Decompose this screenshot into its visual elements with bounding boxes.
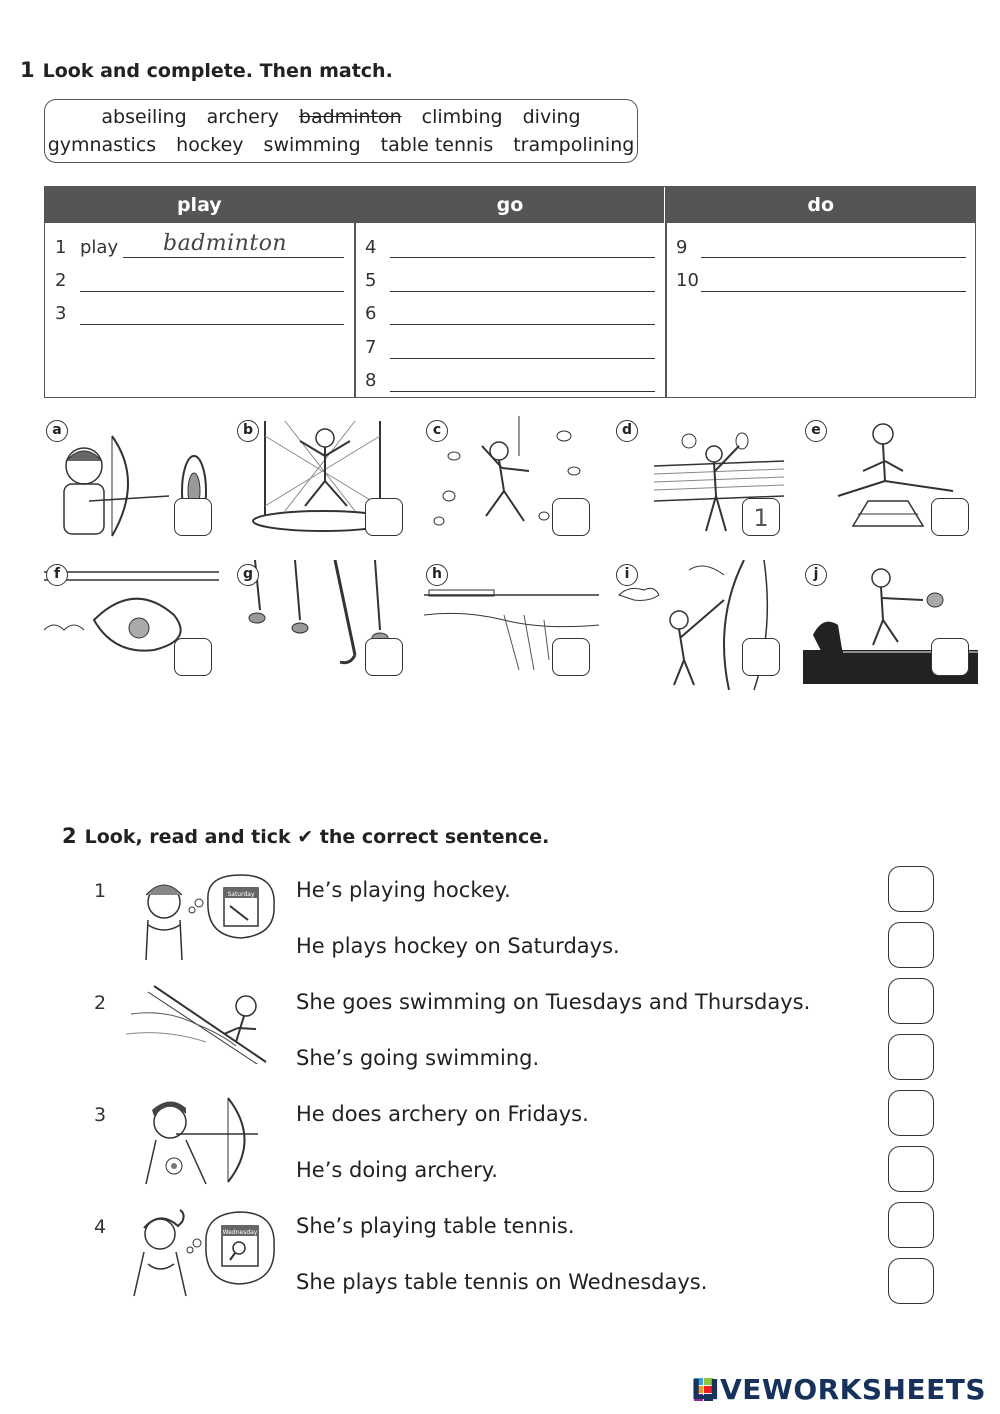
answer-line[interactable] [390, 358, 655, 359]
match-box[interactable] [365, 638, 403, 676]
header-go: go [356, 187, 667, 223]
word-bank-item: hockey [176, 134, 244, 156]
sentence-option: She plays table tennis on Wednesdays. [296, 1270, 708, 1294]
example-prefix: play [80, 237, 119, 258]
item-number: 3 [94, 1104, 107, 1126]
word-bank-item: abseiling [101, 106, 187, 128]
row-number: 6 [365, 303, 377, 324]
answer-line[interactable] [701, 257, 966, 258]
exercise-instruction: Look, read and tick ✔ the correct sentence. [84, 826, 550, 848]
picture-letter: c [426, 420, 448, 442]
calendar-label: Saturday [227, 891, 255, 898]
answer-line[interactable] [80, 291, 344, 292]
picture-letter: d [616, 420, 638, 442]
sentence-option: He’s playing hockey. [296, 878, 511, 902]
exercise-1-heading [20, 58, 393, 82]
example-answer: badminton [163, 231, 288, 256]
item-2-illustration [126, 984, 280, 1064]
word-bank-item: table tennis [380, 134, 494, 156]
picture-letter: e [805, 420, 827, 442]
column-divider [354, 187, 356, 397]
sentence-option: She’s going swimming. [296, 1046, 540, 1070]
word-bank-item: trampolining [513, 134, 635, 156]
picture-letter: g [237, 564, 259, 586]
picture-trampolining [235, 416, 410, 546]
row-number: 1 [55, 237, 67, 258]
verb-table [44, 186, 976, 398]
picture-swimming [44, 560, 219, 690]
word-bank-item: swimming [263, 134, 361, 156]
picture-hockey [235, 560, 410, 690]
exercise-instruction: Look and complete. Then match. [42, 60, 393, 82]
picture-letter: h [426, 564, 448, 586]
item-number: 1 [94, 880, 107, 902]
answer-line[interactable] [390, 391, 655, 392]
picture-letter: a [46, 420, 68, 442]
tick-box[interactable] [888, 922, 934, 968]
sentence-option: She’s playing table tennis. [296, 1214, 575, 1238]
tick-box[interactable] [888, 1146, 934, 1192]
word-bank [44, 99, 638, 163]
picture-letter: b [237, 420, 259, 442]
answer-line [123, 257, 344, 258]
item-number: 4 [94, 1216, 107, 1238]
row-number: 2 [55, 270, 67, 291]
picture-table-tennis [803, 560, 978, 690]
table-header [45, 187, 975, 223]
item-4-illustration [126, 1204, 280, 1298]
picture-badminton [614, 416, 789, 546]
picture-diving [424, 560, 599, 690]
item-3-illustration [136, 1094, 266, 1186]
sentence-option: He plays hockey on Saturdays. [296, 934, 620, 958]
tick-box[interactable] [888, 1202, 934, 1248]
picture-abseiling [614, 560, 789, 690]
tick-box[interactable] [888, 1258, 934, 1304]
item-number: 2 [94, 992, 107, 1014]
word-bank-item: diving [522, 106, 581, 128]
exercise-2-heading [62, 824, 549, 848]
exercise-number: 1 [20, 58, 35, 82]
match-box[interactable] [931, 638, 969, 676]
row-number: 7 [365, 337, 377, 358]
answer-line[interactable] [390, 324, 655, 325]
tick-box[interactable] [888, 866, 934, 912]
sentence-option: He’s doing archery. [296, 1158, 498, 1182]
sentence-option: He does archery on Fridays. [296, 1102, 589, 1126]
match-box[interactable] [742, 638, 780, 676]
answer-line[interactable] [390, 291, 655, 292]
picture-gymnastics [803, 416, 978, 546]
row-number: 8 [365, 370, 377, 391]
match-box[interactable] [931, 498, 969, 536]
match-box[interactable] [365, 498, 403, 536]
exercise-number: 2 [62, 824, 77, 848]
picture-climbing [424, 416, 599, 546]
header-play: play [45, 187, 356, 223]
row-number: 3 [55, 303, 67, 324]
row-number: 4 [365, 237, 377, 258]
tick-box[interactable] [888, 978, 934, 1024]
word-bank-row-2 [45, 134, 637, 156]
picture-letter: i [616, 564, 638, 586]
picture-archery [44, 416, 219, 546]
calendar-label: Wednesday [222, 1229, 258, 1236]
picture-letter: f [46, 564, 68, 586]
word-bank-item: archery [206, 106, 279, 128]
answer-line[interactable] [701, 291, 966, 292]
word-bank-item: climbing [421, 106, 503, 128]
picture-letter: j [805, 564, 827, 586]
tick-box[interactable] [888, 1034, 934, 1080]
row-number: 10 [676, 270, 699, 291]
sentence-option: She goes swimming on Tuesdays and Thursdays. [296, 990, 811, 1014]
row-number: 9 [676, 237, 688, 258]
item-1-illustration [126, 870, 280, 964]
match-box[interactable] [174, 638, 212, 676]
match-box[interactable] [552, 498, 590, 536]
header-do: do [807, 194, 834, 216]
match-box[interactable] [174, 498, 212, 536]
answer-line[interactable] [80, 324, 344, 325]
word-bank-item: gymnastics [47, 134, 157, 156]
word-bank-row-1 [45, 106, 637, 128]
row-number: 5 [365, 270, 377, 291]
match-box[interactable] [552, 638, 590, 676]
match-box-example[interactable]: 1 [742, 498, 780, 536]
word-bank-item-used: badminton [298, 106, 402, 128]
tick-box[interactable] [888, 1090, 934, 1136]
column-divider [665, 187, 667, 397]
answer-line[interactable] [390, 257, 655, 258]
liveworksheets-brand[interactable]: LIVEWORKSHEETS [690, 1373, 986, 1406]
